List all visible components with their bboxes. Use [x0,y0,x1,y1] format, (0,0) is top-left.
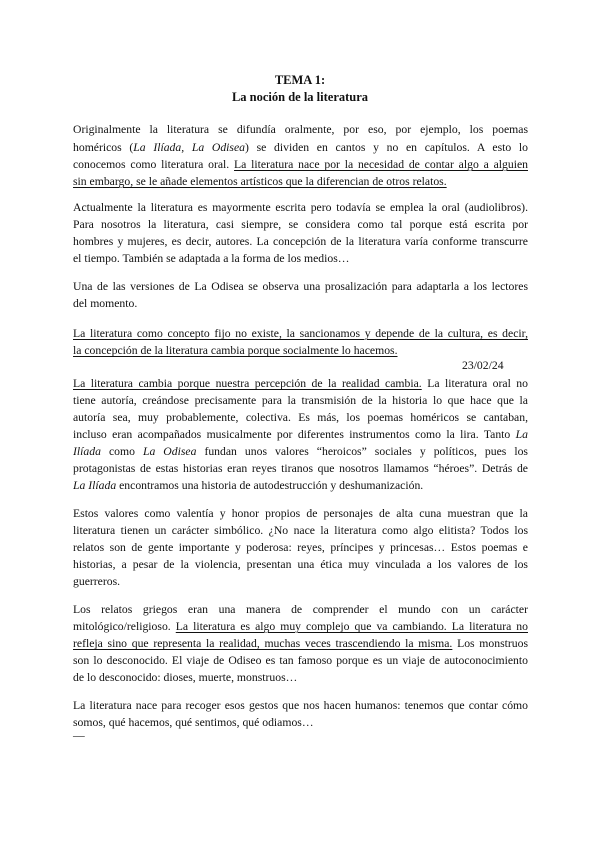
text-run: encontramos una historia de autodestrucción y deshumanización. [116,479,424,492]
text-run: el tiempo. También se adaptada a la forma de los medios… [73,252,350,265]
text-line [73,325,528,343]
text-line [73,392,528,410]
text-run: Los relatos griegos eran una manera de comprender el mundo con un carácter [73,603,528,616]
text-run: tiene autoría, creándose precisamente para la transmisión de la historia lo que hace que la [73,394,528,407]
text-line [73,233,528,251]
date-label: 23/02/24 [462,359,504,372]
text-run: son lo desconocido. El viaje de Odiseo es tan famoso porque es un viaje de autoconocimiento [73,654,528,667]
text-line [73,601,528,619]
document-title: TEMA 1: [274,73,326,87]
text-run: guerreros. [73,575,121,588]
underlined-text: La literatura cambia porque nuestra percepción de la realidad cambia. [73,377,422,390]
italic-title-text: La Ilíada, La Odisea [133,141,246,154]
text-run: del momento. [73,297,138,310]
text-line [73,477,528,495]
text-run: ) se dividen en cantos y no en capítulos. A esto lo [245,141,528,154]
text-line [73,173,528,191]
text-run: como [100,445,143,458]
text-run: Los monstruos [452,637,528,650]
italic-title-text: La Ilíada [73,479,117,492]
text-line [73,669,528,687]
text-run: Estos valores como valentía y honor propios de personajes de alta cuna muestran que la [73,507,528,520]
text-run: Una de las versiones de La Odisea se observa una prosalización para adaptarla a los lectores [73,280,528,293]
text-line [73,156,528,174]
text-line [73,573,528,591]
end-mark: — [73,729,85,742]
text-run: La literatura oral no [421,377,528,390]
text-line [73,426,528,444]
text-run: La literatura nace para recoger esos gestos que nos hacen humanos: tenemos que contar cómo [73,699,528,712]
italic-title-text: La [515,428,528,441]
text-run: incluso eran acompañados musicalmente por diferentes instrumentos como la lira. Tanto [73,428,516,441]
text-line [73,409,528,427]
text-line [73,652,528,670]
text-line [73,199,528,217]
underlined-text: la concepción de la literatura cambia porque socialmente lo hacemos. [73,344,398,357]
text-line [73,556,528,574]
text-line [73,635,528,653]
text-run: Originalmente la literatura se difundía oralmente, por eso, por ejemplo, los poemas [73,123,528,136]
text-run: Actualmente la literatura es mayormente escrita pero todavía se emplea la oral (audiolibros). [73,201,528,214]
text-line [73,539,528,557]
text-run: Para nosotros la literatura, casi siempre, se considera como tal porque está escrita por [73,218,528,231]
text-line [73,697,528,715]
text-line [73,295,528,313]
text-line [73,618,528,636]
text-run: literatura tienen un carácter simbólico. ¿No nace la literatura como algo elitista? Todos los [73,524,528,537]
text-line [73,714,528,732]
underlined-text: La literatura es algo muy complejo que va cambiando. La literatura no [175,620,528,633]
underlined-text: sin embargo, se le añade elementos artísticos que la diferencian de otros relatos. [73,175,447,188]
text-run: hombres y mujeres, es decir, autores. La concepción de la literatura varía conforme transcurre [73,235,528,248]
text-run: conocemos como literatura oral. [73,158,235,171]
text-line [73,375,528,393]
underlined-text: La literatura nace por la necesidad de contar algo a alguien [234,158,528,171]
text-line [73,342,528,360]
text-run: de lo desconocido: dioses, muerte, monstruos… [73,671,298,684]
text-line [73,460,528,478]
italic-title-text: Ilíada [73,445,101,458]
text-run: protagonistas de estas historias eran reyes tiranos que nosotros llamamos “héroes”. Detrás de [73,462,528,475]
document-subtitle: La noción de la literatura [231,90,369,104]
underlined-text: La literatura como concepto fijo no existe, la sancionamos y depende de la cultura, es decir, [73,327,528,340]
text-line [73,443,528,461]
underlined-text: refleja sino que representa la realidad, muchas veces trascendiendo la misma. [73,637,453,650]
text-line [73,139,528,157]
text-line [73,505,528,523]
text-line [73,250,528,268]
text-line [73,121,528,139]
text-run: autoría sea, muy probablemente, colectiva. Es más, los poemas homéricos se cantaban, [73,411,528,424]
text-line [73,522,528,540]
text-run: mitológico/religioso. [73,620,176,633]
text-run: homéricos ( [73,141,134,154]
text-run: relatos son de gente importante y poderosa: reyes, príncipes y princesas… Estos poemas e [73,541,528,554]
italic-title-text: La Odisea [142,445,197,458]
text-run: somos, qué hacemos, qué sentimos, qué odiamos… [73,716,314,729]
text-run: historias, a pesar de la violencia, presentan una ética muy vinculada a los valores de los [73,558,528,571]
text-run: fundan unos valores “heroicos” sociales y políticos, pues los [196,445,528,458]
text-line [73,278,528,296]
text-line [73,216,528,234]
